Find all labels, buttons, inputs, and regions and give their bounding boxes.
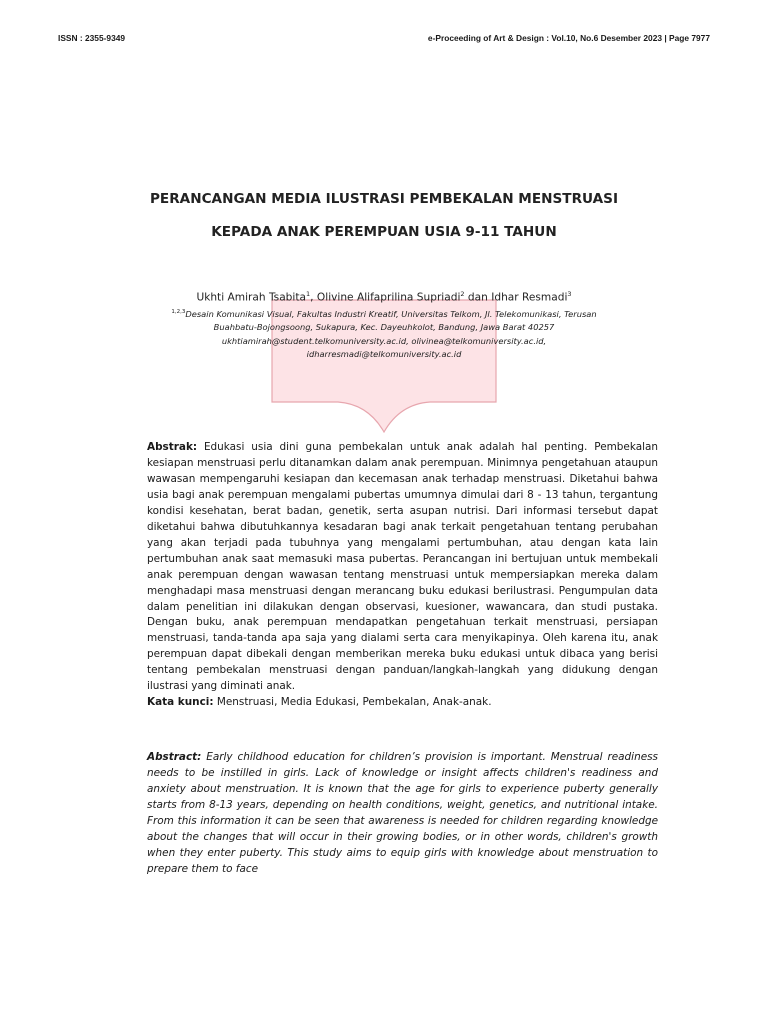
author-2: Olivine Alifaprilina Supriadi — [316, 291, 461, 304]
abstrak-section — [147, 440, 658, 711]
affiliation-sup: 1,2,3 — [171, 309, 186, 315]
email-line-1: ukhtiamirah@student.telkomuniversity.ac.id, olivinea@telkomuniversity.ac.id, — [221, 335, 547, 346]
page-header — [58, 33, 710, 43]
affiliation-text: Desain Komunikasi Visual, Fakultas Industri Kreatif, Universitas Telkom, Jl. Telekomunikasi, Terusan — [185, 308, 597, 319]
keywords-line — [147, 695, 658, 711]
author-1-sup: 1 — [306, 290, 311, 298]
author-3-sup: 3 — [567, 290, 572, 298]
abstrak-label: Abstrak: — [147, 441, 198, 453]
affiliation-line-1 — [0, 306, 768, 321]
paper-title-line-1: PERANCANGAN MEDIA ILUSTRASI PEMBEKALAN MENSTRUASI — [149, 191, 619, 207]
abstract-en-text: Early childhood education for children’s provision is important. Menstrual readiness needs to be instilled in girls. Lack of knowledge or insight affects children's readiness and anxiety about menstruation. It is known that the age for girls to experience puberty generally starts from 8-13 years, depending on health conditions, weight, genetics, and nutritional intake. From this information it can be seen that awareness is needed for children regarding knowledge about the changes that will occur in their growing bodies, or in other words, children's growth when they enter puberty. This study aims to equip girls with knowledge about menstruation to prepare them to face — [147, 751, 658, 875]
email-line-2: idharresmadi@telkomuniversity.ac.id — [306, 349, 462, 360]
journal-info: e-Proceeding of Art & Design : Vol.10, No.6 Desember 2023 | Page 7977 — [427, 33, 710, 43]
affiliation-block — [0, 306, 768, 362]
abstract-en-section — [147, 750, 658, 878]
author-3: Idhar Resmadi — [491, 291, 568, 304]
author-2-sup: 2 — [460, 290, 465, 298]
abstrak-text: Edukasi usia dini guna pembekalan untuk anak adalah hal penting. Pembekalan kesiapan menstruasi perlu ditanamkan dalam anak perempuan. Minimnya pengetahuan ataupun wawasan mempengaruhi kesiapan dan kecemasan anak terhadap menstruasi. Diketahui bahwa usia bagi anak perempuan mengalami pubertas umumnya dimulai dari 8 - 13 tahun, tergantung kondisi kesehatan, berat badan, genetik, serta asupan nutrisi. Dari informasi tersebut dapat diketahui bahwa dibutuhkannya kesadaran bagi anak terkait pengetahuan tentang perubahan yang akan terjadi pada tubuhnya yang mengalami pertumbuhan, atau dengan kata lain pertumbuhan anak saat memasuki masa pubertas. Perancangan ini bertujuan untuk membekali anak perempuan dengan wawasan tentang menstruasi untuk mempersiapkan mereka dalam menghadapi masa menstruasi dengan merancang buku edukasi berilustrasi. Pengumpulan data dalam penelitian ini dilakukan dengan observasi, kuesioner, wawancara, dan studi pustaka. Dengan buku, anak perempuan mendapatkan pengetahuan terkait menstruasi, persiapan menstruasi, tanda-tanda apa saja yang dialami serta cara menyikapinya. Oleh karena itu, anak perempuan dapat dibekali dengan memberikan mereka buku edukasi untuk dibaca yang berisi tentang pembekalan menstruasi dengan panduan/langkah-langkah yang didukung dengan ilustrasi yang diminati anak. — [147, 441, 658, 693]
abstract-en-label: Abstract: — [147, 751, 202, 763]
paper-title-line-2: KEPADA ANAK PEREMPUAN USIA 9-11 TAHUN — [211, 224, 557, 240]
keywords-label: Kata kunci: — [147, 696, 214, 709]
keywords-text: Menstruasi, Media Edukasi, Pembekalan, Anak-anak. — [213, 696, 492, 709]
author-separator: , — [310, 291, 317, 304]
author-separator: dan — [464, 291, 492, 304]
affiliation-line-2: Buahbatu-Bojongsoong, Sukapura, Kec. Dayeuhkolot, Bandung, Jawa Barat 40257 — [213, 322, 555, 333]
author-list — [0, 290, 768, 304]
issn-label: ISSN : 2355-9349 — [58, 33, 126, 43]
author-1: Ukhti Amirah Tsabita — [196, 291, 307, 304]
